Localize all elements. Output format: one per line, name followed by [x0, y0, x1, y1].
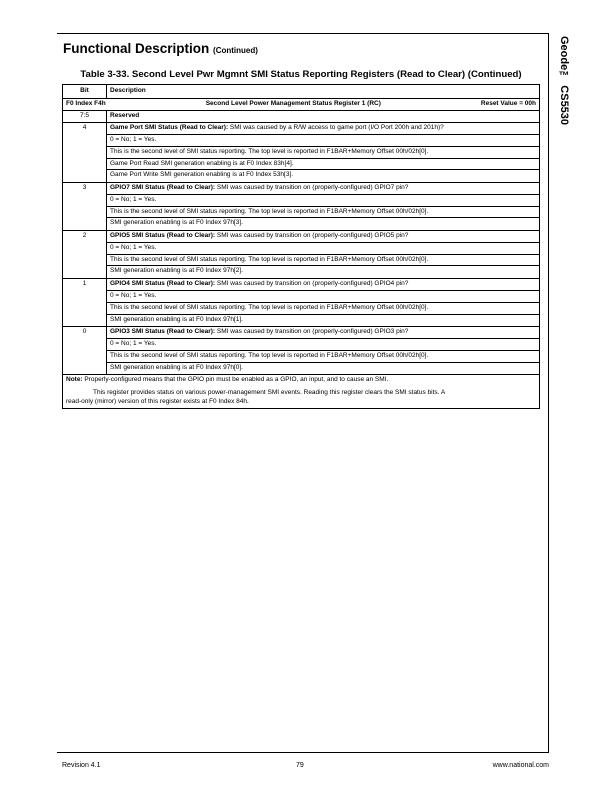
bit-cell: 1 — [63, 279, 107, 327]
field-name: Game Port SMI Status (Read to Clear): — [110, 124, 229, 132]
note-line-2: This register provides status on various power-management SMI events. Reading this register clears the SMI status bits. A — [93, 389, 446, 397]
note-row — [63, 375, 540, 408]
field-detail-line: This is the second level of SMI status reporting. The top level is reported in F1BAR+Memory Offset 00h/02h[0]. — [107, 350, 539, 362]
page-frame-top-rule — [57, 33, 548, 34]
field-detail-line: 0 = No; 1 = Yes. — [107, 338, 539, 350]
bit-cell: 0 — [63, 327, 107, 375]
table-row — [63, 110, 540, 123]
table-row — [63, 327, 540, 375]
field-name: GPIO4 SMI Status (Read to Clear): — [110, 280, 216, 288]
description-cell — [107, 327, 540, 375]
bit-cell: 4 — [63, 123, 107, 183]
footer-page-number: 79 — [296, 762, 304, 769]
note-cell — [63, 375, 540, 408]
field-name: Reserved — [110, 111, 140, 119]
page-frame-bottom-rule — [57, 752, 549, 753]
field-detail-line: This is the second level of SMI status reporting. The top level is reported in F1BAR+Memory Offset 00h/02h[0]. — [107, 206, 539, 218]
register-header-row — [63, 98, 540, 110]
register-name: Second Level Power Management Status Register 1 (RC) — [205, 99, 381, 107]
field-detail-line: This is the second level of SMI status reporting. The top level is reported in F1BAR+Memory Offset 00h/02h[0]. — [107, 146, 539, 158]
register-reset-value: Reset Value = 00h — [480, 99, 536, 107]
table-row — [63, 231, 540, 279]
table-title: Table 3-33. Second Level Pwr Mgmnt SMI Status Reporting Registers (Read to Clear) (Continued) — [80, 69, 522, 80]
description-cell — [107, 110, 540, 123]
bit-cell: 2 — [63, 231, 107, 279]
field-detail-line: SMI generation enabling is at F0 Index 97h[2]. — [107, 265, 539, 277]
field-summary: SMI was caused by transition on (properly-configured) GPIO4 pin? — [215, 280, 409, 288]
field-heading — [107, 232, 539, 242]
header-description: Description — [107, 85, 540, 99]
register-index: F0 Index F4h — [66, 99, 106, 107]
field-name: GPIO7 SMI Status (Read to Clear): — [110, 184, 216, 192]
description-cell — [107, 279, 540, 327]
field-name: GPIO3 SMI Status (Read to Clear): — [110, 328, 216, 336]
bit-cell: 3 — [63, 183, 107, 231]
field-heading — [107, 124, 539, 134]
field-detail-line: This is the second level of SMI status reporting. The top level is reported in F1BAR+Memory Offset 00h/02h[0]. — [107, 302, 539, 314]
register-rows — [63, 110, 540, 375]
field-summary: SMI was caused by transition on (properly-configured) GPIO5 pin? — [215, 232, 409, 240]
section-title — [63, 41, 258, 56]
table-row — [63, 123, 540, 183]
field-heading — [107, 328, 539, 338]
field-detail-line: SMI generation enabling is at F0 Index 97h[0]. — [107, 362, 539, 374]
field-detail-line: 0 = No; 1 = Yes. — [107, 194, 539, 206]
field-summary: SMI was caused by a R/W access to game port (I/O Port 200h and 201h)? — [228, 124, 444, 132]
field-detail-line: 0 = No; 1 = Yes. — [107, 242, 539, 254]
table-row — [63, 279, 540, 327]
field-detail-line: SMI generation enabling is at F0 Index 97h[1]. — [107, 314, 539, 326]
field-summary: SMI was caused by transition on (properly-configured) GPIO3 pin? — [215, 328, 409, 336]
field-summary: SMI was caused by transition on (properly-configured) GPIO7 pin? — [215, 184, 409, 192]
field-detail-line: This is the second level of SMI status reporting. The top level is reported in F1BAR+Memory Offset 00h/02h[0]. — [107, 254, 539, 266]
field-detail-line: 0 = No; 1 = Yes. — [107, 134, 539, 146]
note-line-1: Properly-configured means that the GPIO pin must be enabled as a GPIO, an input, and to cause an SMI. — [82, 376, 389, 384]
field-detail-line: SMI generation enabling is at F0 Index 97h[3]. — [107, 217, 539, 229]
table-row — [63, 183, 540, 231]
footer-revision: Revision 4.1 — [62, 762, 101, 769]
field-detail-line: 0 = No; 1 = Yes. — [107, 290, 539, 302]
register-table — [62, 84, 540, 409]
field-heading — [107, 112, 539, 122]
description-cell — [107, 183, 540, 231]
field-detail-line: Game Port Read SMI generation enabling is at F0 Index 83h[4]. — [107, 158, 539, 170]
table-header-row — [63, 85, 540, 99]
section-title-text: Functional Description — [63, 41, 210, 56]
footer-url[interactable]: www.national.com — [492, 762, 549, 769]
bit-cell: 7:5 — [63, 110, 107, 123]
field-detail-line: Game Port Write SMI generation enabling is at F0 Index 53h[3]. — [107, 169, 539, 181]
description-cell — [107, 231, 540, 279]
side-product-title: Geode™ CS5530 — [558, 36, 570, 126]
header-bit: Bit — [63, 85, 107, 99]
field-name: GPIO5 SMI Status (Read to Clear): — [110, 232, 216, 240]
register-header-cell — [63, 98, 540, 110]
field-heading — [107, 280, 539, 290]
description-cell — [107, 123, 540, 183]
note-line-3: read-only (mirror) version of this register exists at F0 Index 84h. — [66, 397, 249, 405]
note-label: Note: — [66, 376, 83, 384]
field-heading — [107, 184, 539, 194]
page-frame-right-rule — [548, 33, 549, 753]
section-title-continued: (Continued) — [213, 46, 258, 55]
